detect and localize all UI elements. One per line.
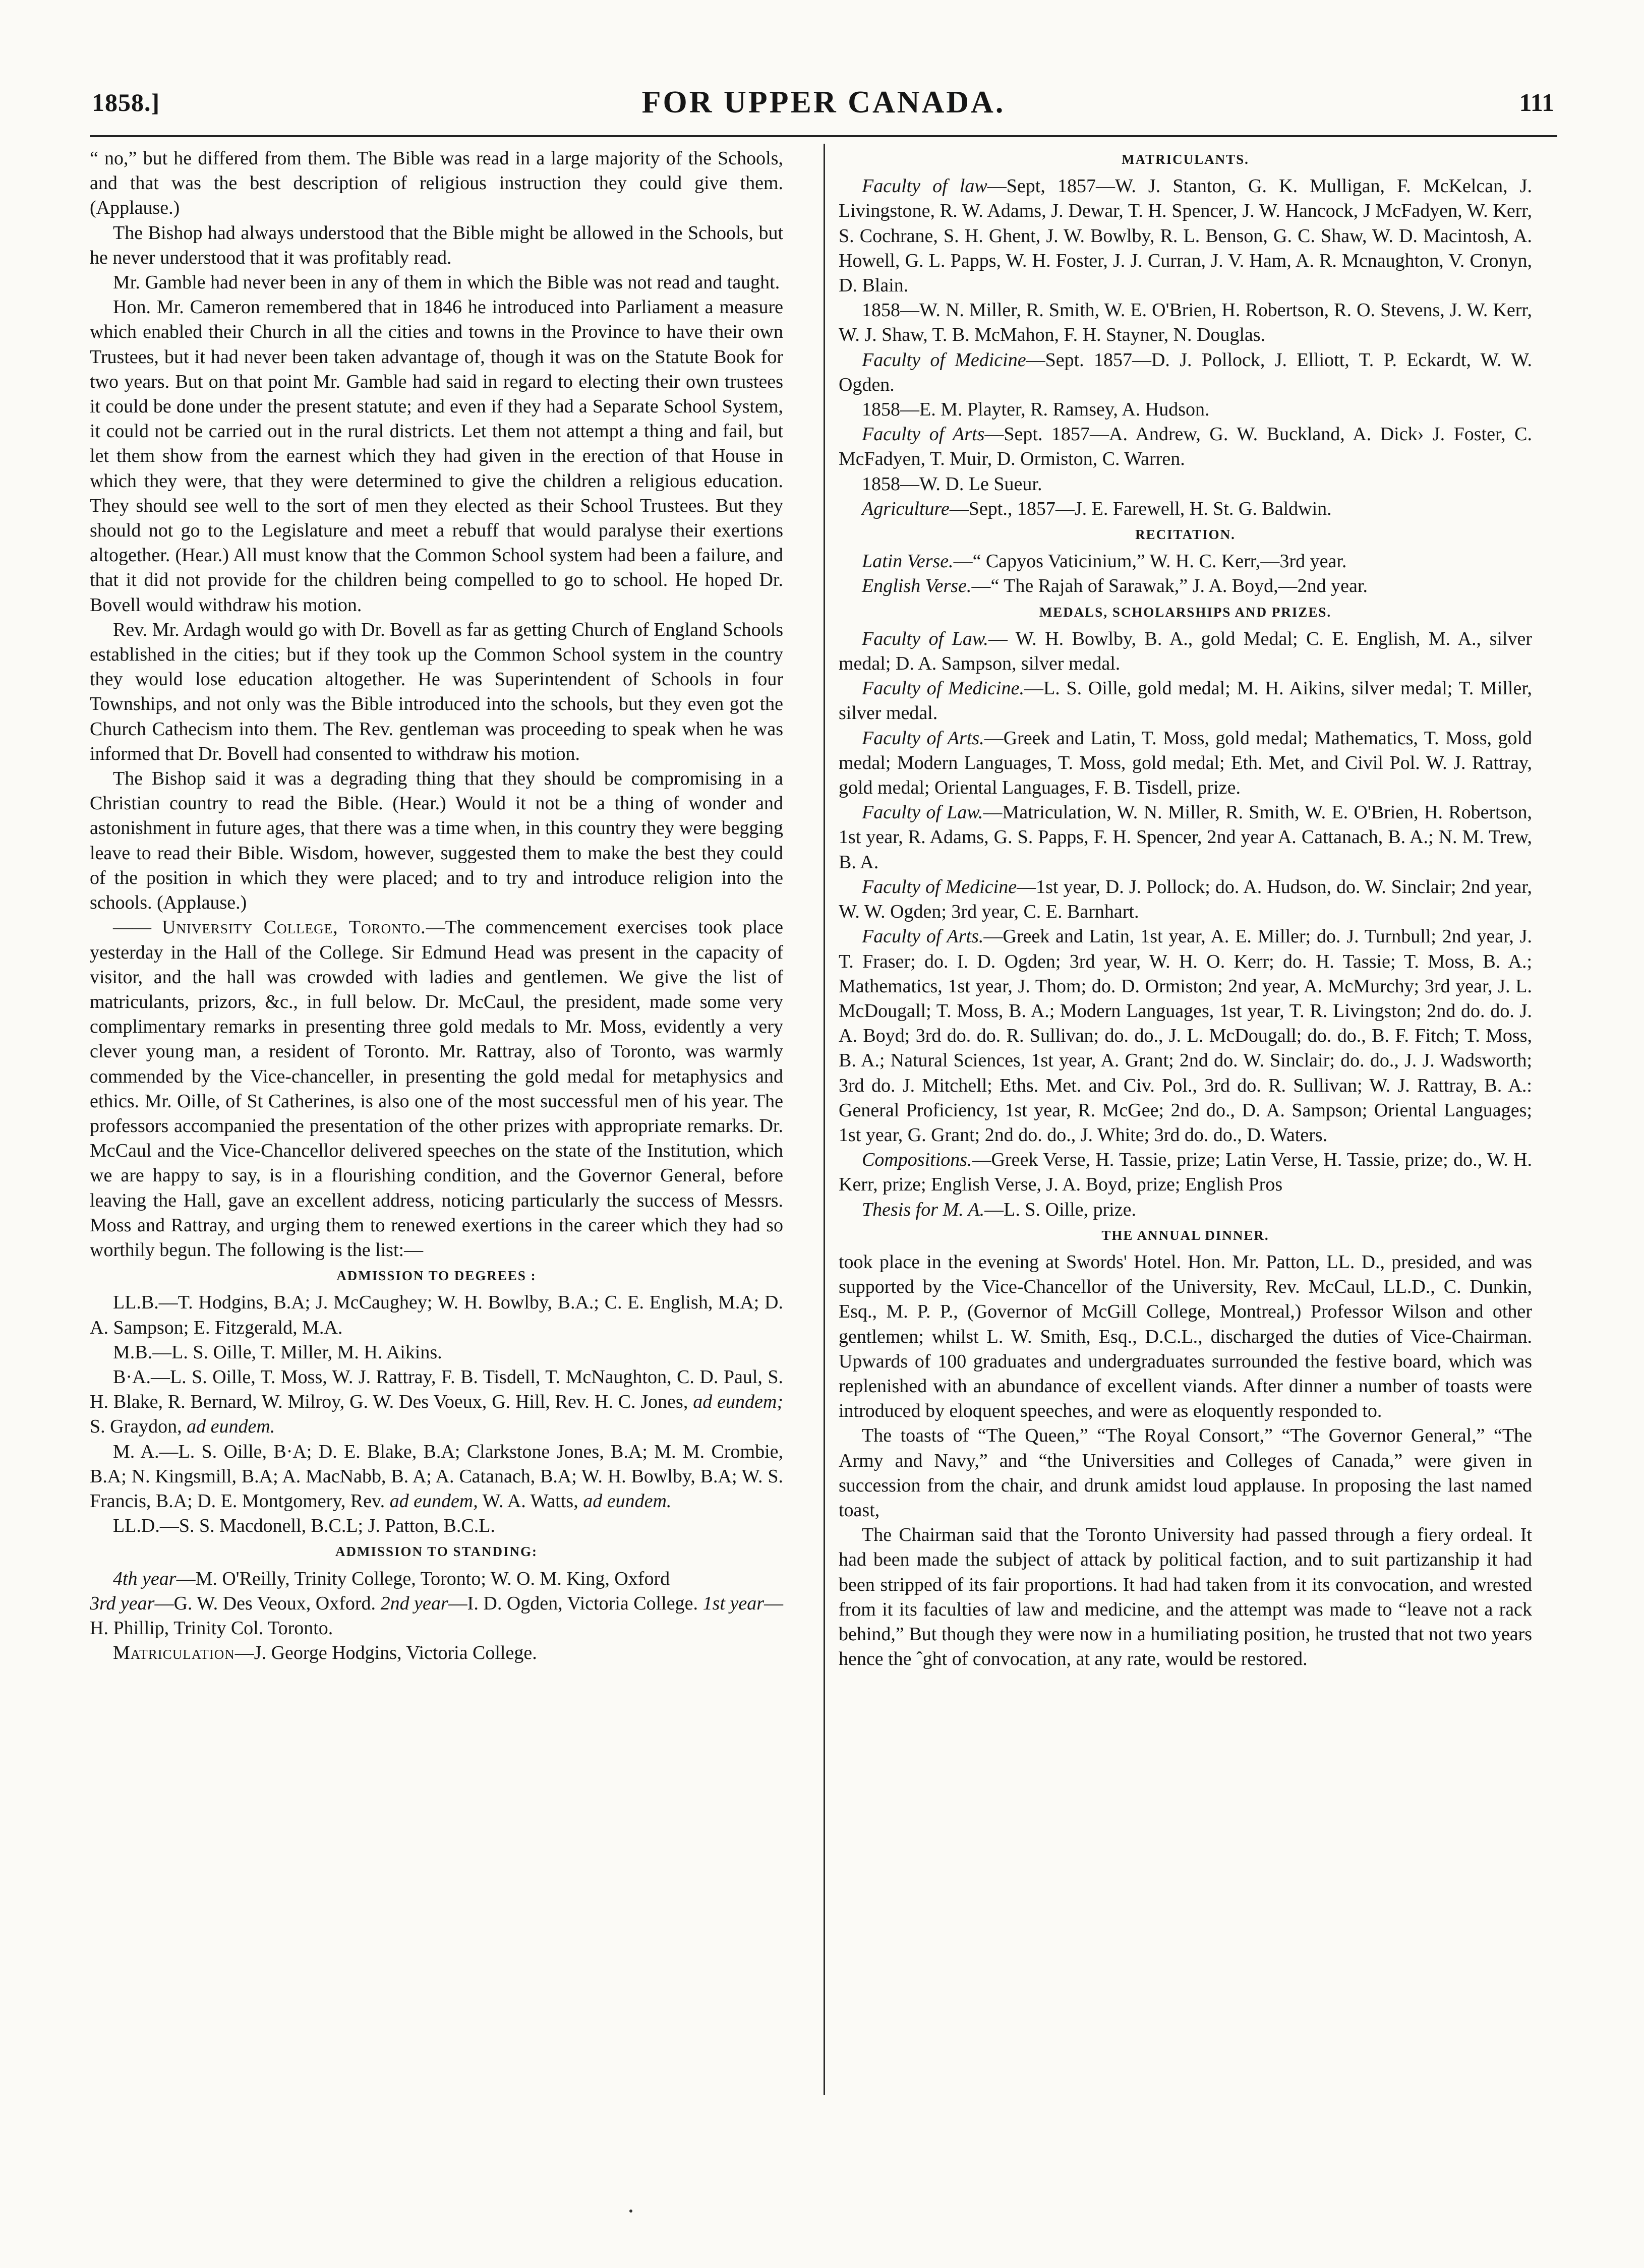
text-run: —H. Phillip, Trinity Col. Toronto.: [90, 1592, 783, 1639]
italic-run: Thesis for M. A.: [862, 1199, 985, 1220]
section-heading: MEDALS, SCHOLARSHIPS AND PRIZES.: [1039, 604, 1332, 620]
article-title: University College, Toronto.: [161, 917, 426, 938]
section-heading: RECITATION.: [1135, 527, 1236, 543]
right-column: [839, 146, 1532, 1672]
list-entry: [839, 174, 1532, 298]
page-number: 111: [1519, 88, 1554, 116]
section-heading: MATRICULANTS.: [1122, 152, 1249, 167]
section-heading: ADMISSION TO STANDING:: [335, 1544, 538, 1560]
text-run: —Sept., 1857—J. E. Farewell, H. St. G. Baldwin.: [949, 498, 1332, 519]
text-run: —Greek and Latin, 1st year, A. E. Miller; do. J. Turnbull; 2nd year, J. T. Fraser; do. I. D. Ogden; 3rd year, W. H. O. Kerr; do. H. Tassie; T. Moss, B. A.; Mathematics, 1st year, J. Thom; do. D. Ormiston; 2nd year, A. McMurchy; 3rd year, J. L. McDougall; T. Moss, B. A.; Modern Languages, 1st year, T. R. Livingston; 2nd do. do. J. A. Boyd; 3rd do. do. R. Sullivan; do. do., J. L. McDougall; do. do., B. F. Fitch; T. Moss, B. A.; Natural Sciences, 1st year, A. Grant; 2nd do. W. Sinclair; do. do., J. J. Wadsworth; 3rd do. J. Mitchell; Eths. Met. and Civ. Pol., 3rd do. R. Sullivan; W. J. Rattray, B. A.: General Proficiency, 1st year, R. McGee; 2nd do., D. A. Sampson; Oriental Languages; 1st year, G. Grant; 2nd do. do., J. White; 3rd do. do., D. Waters.: [839, 926, 1532, 1146]
list-entry: [839, 875, 1532, 924]
list-entry: 1858—W. D. Le Sueur.: [862, 473, 1042, 495]
italic-run: ad eundem.: [187, 1416, 275, 1438]
text-run: —J. George Hodgins, Victoria College.: [234, 1642, 537, 1664]
paragraph: “ no,” but he differed from them. The Bible was read in a large majority of the Schools, and that was the best description of religious instruction they could give them. (Applause.): [90, 148, 783, 219]
dash-lead: ——: [113, 917, 162, 938]
degree-entry: [90, 1365, 783, 1440]
list-entry: [839, 800, 1532, 875]
italic-run: Faculty of Medicine: [862, 349, 1026, 371]
list-entry: [839, 348, 1532, 397]
italic-run: ad eundem,: [389, 1490, 478, 1512]
list-entry: [839, 627, 1532, 676]
text-run: —M. O'Reilly, Trinity College, Toronto; W. O. M. King, Oxford: [176, 1568, 670, 1589]
text-run: —Sept, 1857—W. J. Stanton, G. K. Mulligan, F. McKelcan, J. Livingstone, R. W. Adams, J. Dewar, T. H. Spencer, J. W. Hancock, J McFadyen, W. Kerr, S. Cochrane, S. H. Ghent, J. W. Bowlby, R. L. Benson, G. C. Shaw, W. D. Macintosh, A. Howell, G. L. Papps, W. H. Foster, J. J. Curran, J. V. Ham, A. R. Mcnaughton, V. Cronyn, D. Blain.: [839, 175, 1532, 296]
paragraph: The toasts of “The Queen,” “The Royal Consort,” “The Governor General,” “The Army and Navy,” and “the Universities and Colleges of Canada,” were given in succession from the chair, and drunk amidst loud applause. In proposing the last named toast,: [839, 1425, 1532, 1521]
text-run: —Matriculation, W. N. Miller, R. Smith, W. E. O'Brien, H. Robertson, 1st year, R. Adams, G. S. Papps, F. H. Spencer, 2nd year A. Cattanach, B. A.; N. M. Trew, B. A.: [839, 802, 1532, 873]
text-run: — W. H. Bowlby, B. A., gold Medal; C. E. English, M. A., silver medal; D. A. Sampson, silver medal.: [839, 628, 1532, 675]
text-run: B·A.—L. S. Oille, T. Moss, W. J. Rattray, F. B. Tisdell, T. McNaughton, C. D. Paul, S. H. Blake, R. Bernard, W. Milroy, G. W. Des Voeux, G. Hill, Rev. H. C. Jones,: [90, 1366, 783, 1413]
section-heading: ADMISSION TO DEGREES :: [336, 1268, 537, 1284]
article-body: —The commencement exercises took place yesterday in the Hall of the College. Sir Edmund Head was present in the capacity of visitor, and the hall was crowded with ladies and gentlemen. We give the list of matriculants, prizors, &c., in full below. Dr. McCaul, the president, made some very complimentary remarks in presenting three gold medals to Mr. Moss, evidently a very clever young man, a resident of Toronto. Mr. Rattray, also of Toronto, was warmly commended by the Vice-chanceller, in presenting the gold medal for metaphysics and ethics. Mr. Oille, of St Catherines, is also one of the most successful men of his year. The professors accompanied the presentation of the other prizes with appropriate remarks. Dr. McCaul and the Vice-Chancellor delivered speeches on the state of the Institution, which we are happy to say, is in a flourishing condition, and the Governor General, before leaving the Hall, gave an excellent address, noticing particularly the success of Messrs. Moss and Rattray, and urging them to renewed exertions in the career which they had so worthily begun. The following is the list:—: [90, 917, 784, 1261]
text-run: —L. S. Oille, gold medal; M. H. Aikins, silver medal; T. Miller, silver medal.: [839, 678, 1532, 724]
italic-run: Compositions.: [862, 1149, 972, 1171]
header-year: 1858.]: [92, 88, 160, 116]
list-entry: [839, 574, 1532, 599]
left-column: [90, 146, 783, 1665]
section-heading: THE ANNUAL DINNER.: [1101, 1227, 1269, 1243]
italic-run: Faculty of law: [862, 175, 987, 197]
paragraph: Mr. Gamble had never been in any of them in which the Bible was not read and taught.: [113, 272, 780, 293]
degree-entry: LL.D.—S. S. Macdonell, B.C.L; J. Patton, B.C.L.: [113, 1515, 495, 1537]
text-run: —G. W. Des Veoux, Oxford.: [154, 1592, 381, 1614]
degree-entry: M.B.—L. S. Oille, T. Miller, M. H. Aikins.: [113, 1341, 442, 1363]
list-entry: [839, 422, 1532, 471]
paragraph-university-college: [90, 915, 783, 1263]
list-entry: 1858—E. M. Playter, R. Ramsey, A. Hudson.: [862, 399, 1210, 421]
degree-entry: [90, 1440, 783, 1514]
text-run: M. A.—L. S. Oille, B·A; D. E. Blake, B.A; Clarkstone Jones, B.A; M. M. Crombie, B.A; N. Kingsmill, B.A; A. MacNabb, B. A; A. Catanach, B.A; W. H. Bowlby, B.A; W. S. Francis, B.A; D. E. Montgomery, Rev.: [90, 1441, 783, 1512]
list-entry: [839, 549, 1532, 574]
text-run: —Greek and Latin, T. Moss, gold medal; Mathematics, T. Moss, gold medal; Modern Languages, T. Moss, gold medal; Eth. Met, and Civil Pol. W. J. Rattray, gold medal; Oriental Languages, F. B. Tisdell, prize.: [839, 727, 1532, 799]
italic-run: Faculty of Medicine: [862, 876, 1017, 898]
smallcaps-run: Matriculation: [113, 1642, 235, 1664]
standing-entry: [90, 1567, 783, 1641]
text-run: S. Graydon,: [90, 1416, 187, 1438]
italic-run: Faculty of Law.: [862, 802, 983, 823]
column-divider: [824, 144, 825, 2095]
italic-run: Agriculture: [862, 498, 950, 519]
paragraph: took place in the evening at Swords' Hotel. Hon. Mr. Patton, LL. D., presided, and was supported by the Vice-Chancellor of the University, Rev. McCaul, LL.D., C. Dunkin, Esq., M. P. P., (Governor of McGill College, Montreal,) Professor Wilson and other gentlemen; whilst L. W. Smith, Esq., D.C.L., discharged the duties of Vice-Chairman. Upwards of 100 graduates and undergraduates surrounded the festive board, which was replenished with an abundance of excellent viands. After dinner a number of toasts were introduced by eloquent speeches, and were as eloquently responded to.: [839, 1251, 1532, 1422]
header-title: FOR UPPER CANADA.: [641, 85, 1006, 120]
text-run: W. A. Watts,: [478, 1490, 583, 1512]
text-run: —Sept. 1857—D. J. Pollock, J. Elliott, T. P. Eckardt, W. W. Ogden.: [839, 349, 1532, 395]
italic-run: Faculty of Law.: [862, 628, 988, 649]
matriculation-entry: [90, 1641, 783, 1665]
list-entry: [839, 1148, 1532, 1197]
italic-run: 4th year: [113, 1568, 177, 1589]
italic-run: English Verse.: [862, 575, 972, 597]
italic-run: ad eundem.: [583, 1490, 672, 1512]
text-run: —L. S. Oille, prize.: [984, 1199, 1136, 1220]
list-entry: 1858—W. N. Miller, R. Smith, W. E. O'Brien, H. Robertson, R. O. Stevens, J. W. Kerr, W. J. Shaw, T. B. McMahon, F. H. Stayner, N. Douglas.: [839, 300, 1532, 346]
paragraph: The Bishop had always understood that the Bible might be allowed in the Schools, but he never understood that it was profitably read.: [90, 222, 783, 268]
italic-run: 2nd year: [380, 1592, 448, 1614]
paragraph: The Bishop said it was a degrading thing that they should be compromising in a Christian country to read the Bible. (Hear.) Would it not be a thing of wonder and astonishment in future ages, that there was a time when, in this country they were begging leave to read their Bible. Wisdom, however, suggested them to make the best they could of the position in which they were placed; and to try and introduce religion into the schools. (Applause.): [90, 768, 783, 914]
italic-run: Faculty of Arts: [862, 424, 985, 445]
text-run: —“ Capyos Vaticinium,” W. H. C. Kerr,—3rd year.: [953, 551, 1347, 572]
italic-run: Latin Verse.: [862, 551, 954, 572]
list-entry: [839, 726, 1532, 801]
italic-run: 3rd year: [90, 1592, 155, 1614]
italic-run: Faculty of Arts.: [862, 926, 984, 947]
text-run: —1st year, D. J. Pollock; do. A. Hudson, do. W. Sinclair; 2nd year, W. W. Ogden; 3rd year, C. E. Barnhart.: [839, 876, 1532, 923]
italic-run: Faculty of Medicine.: [862, 678, 1024, 699]
degree-entry: LL.B.—T. Hodgins, B.A; J. McCaughey; W. H. Bowlby, B.A.; C. E. English, M.A; D. A. Sampson; E. Fitzgerald, M.A.: [90, 1292, 783, 1338]
running-header: [90, 85, 1557, 137]
text-run: —Sept. 1857—A. Andrew, G. W. Buckland, A. Dick› J. Foster, C. McFadyen, T. Muir, D. Ormiston, C. Warren.: [839, 424, 1533, 470]
paragraph: Rev. Mr. Ardagh would go with Dr. Bovell as far as getting Church of England Schools established in the cities; but if they took up the Common School system in the country they would lose education altogether. He was Superintendent of Schools in four Townships, and not only was the Bible introduced into the schools, but they even got the Church Cathecism into them. The Rev. gentleman was proceeding to speak when he was informed that Dr. Bovell had consented to withdraw his motion.: [90, 619, 783, 764]
list-entry: [839, 1198, 1532, 1222]
paragraph: The Chairman said that the Toronto University had passed through a fiery ordeal. It had been made the subject of attack by political faction, and to suit partizanship it had been stripped of its fair proportions. It had had taken from it its convocation, and wrested from it its faculties of law and medicine, and the attempt was made to “leave not a rack behind,” But though they were now in a humiliating position, he trusted that not two years hence the ˆght of convocation, at any rate, would be restored.: [839, 1524, 1532, 1670]
ink-speck: [629, 2210, 632, 2213]
text-run: —I. D. Ogden, Victoria College.: [448, 1592, 703, 1614]
paragraph: Hon. Mr. Cameron remembered that in 1846 he introduced into Parliament a measure which enabled their Church in all the cities and towns in the Province to have their own Trustees, but it had never been taken advantage of, though it was on the Statute Book for two years. But on that point Mr. Gamble had said in regard to electing their own trustees it could be done under the present statute; and even if they had a Separate School System, it could not be carried out in the rural districts. Let them not attempt a thing and fail, but let them show from the earnest which they had given in the erection of that House in which they were, that they were determined to give the children a religious education. They should see well to the sort of men they elected as their School Trustees. But they should not go to the Legislature and meet a rebuff that would paralyse their exertions altogether. (Hear.) All must know that the Common School system had been a failure, and that it did not provide for the children being compelled to go to school. He hoped Dr. Bovell would withdraw his motion.: [90, 296, 783, 616]
italic-run: Faculty of Arts.: [862, 727, 984, 749]
list-entry: [839, 676, 1532, 726]
italic-run: 1st year: [702, 1592, 764, 1614]
text-run: —Greek Verse, H. Tassie, prize; Latin Verse, H. Tassie, prize; do., W. H. Kerr, prize; English Verse, J. A. Boyd, prize; English Pros: [839, 1149, 1532, 1196]
list-entry: [839, 497, 1532, 521]
text-run: —“ The Rajah of Sarawak,” J. A. Boyd,—2nd year.: [971, 575, 1368, 597]
italic-run: ad eundem;: [693, 1391, 783, 1413]
list-entry: [839, 924, 1532, 1148]
